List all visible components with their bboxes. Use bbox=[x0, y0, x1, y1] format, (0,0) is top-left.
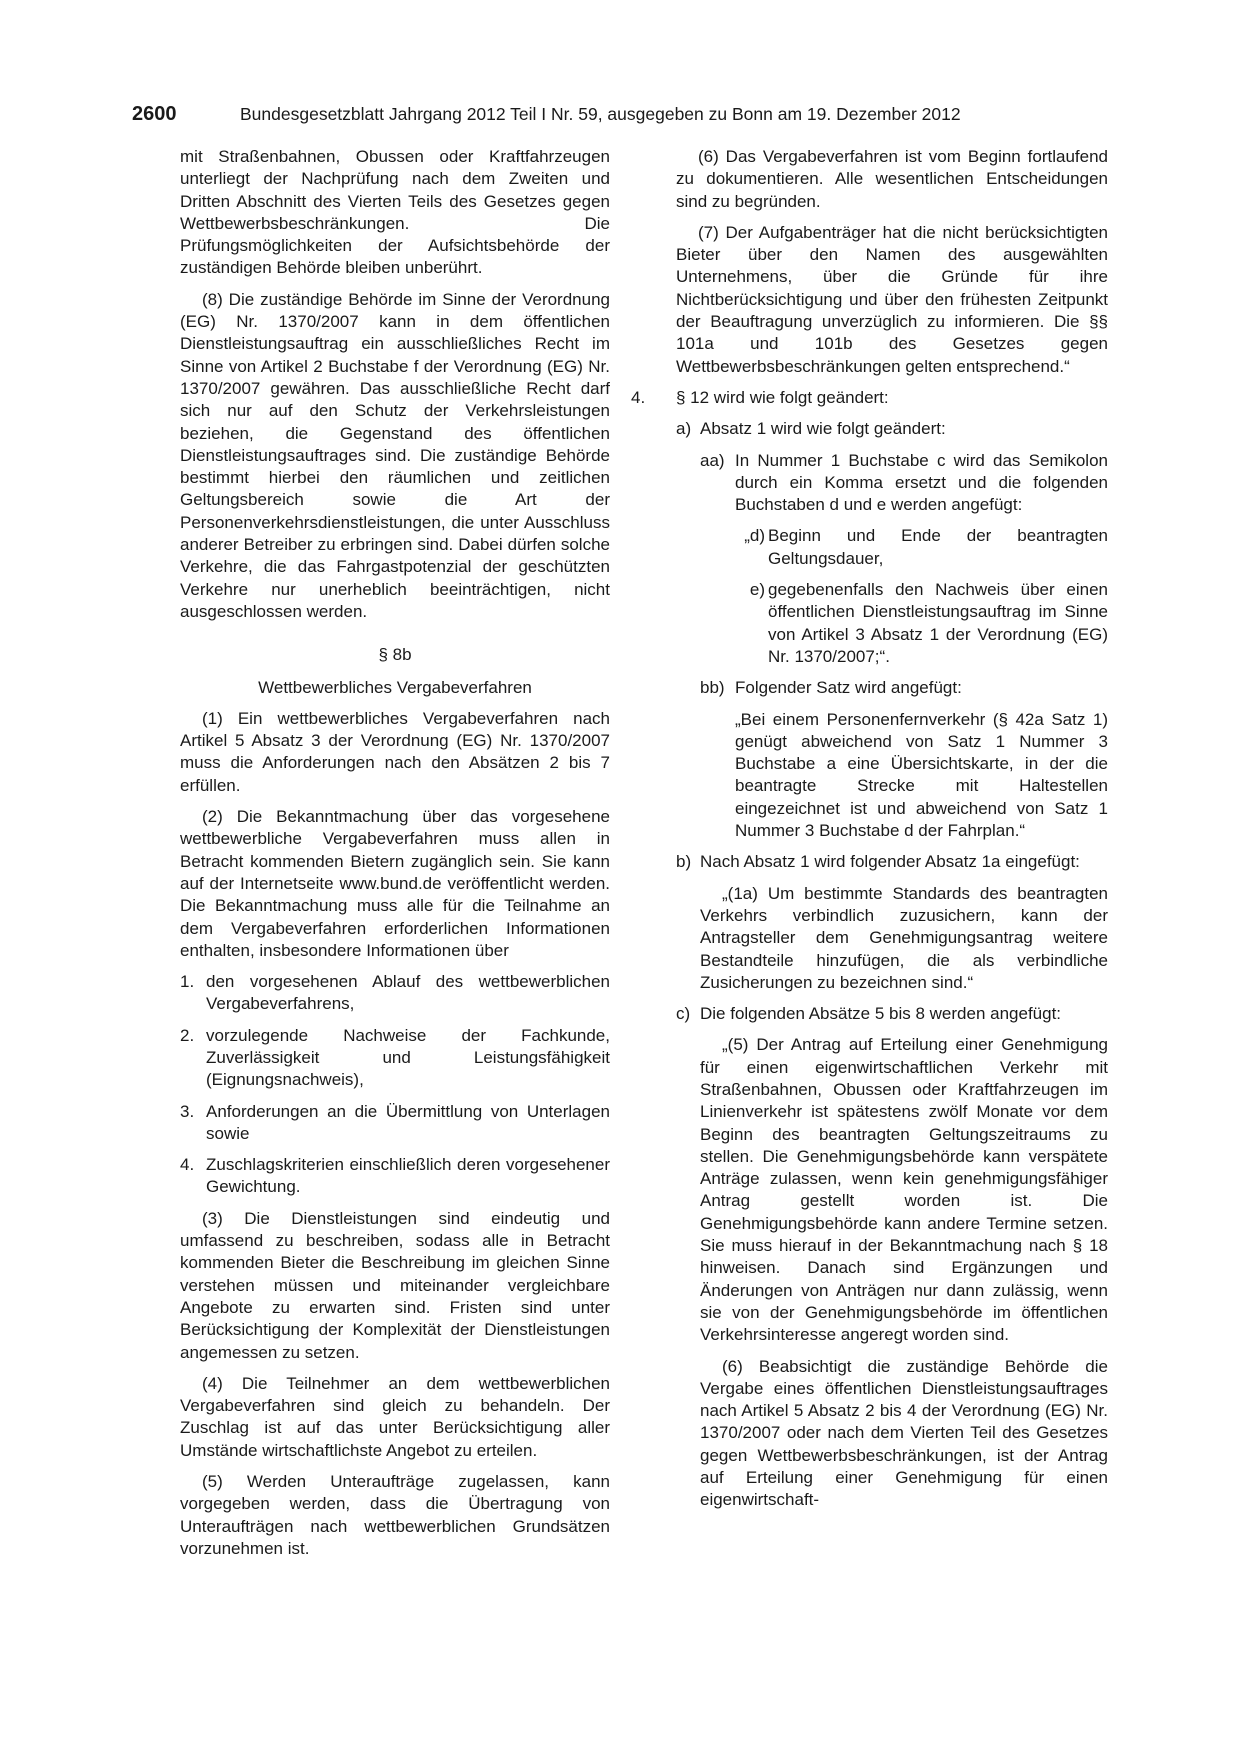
paragraph-s3: (3) Die Dienstleistungen sind eindeutig und umfassend zu beschreiben, sodass alle in Betracht kommenden Bieter die Beschreibung im gleichen Sinne verstehen müssen und miteinander vergleichbare Angebote zu erwarten sind. Fristen sind unter Berücksichtigung der Komplexität der Dienstleistungen angemessen zu setzen. bbox=[180, 1208, 610, 1362]
amendment-item-c bbox=[676, 1003, 1108, 1025]
item-text: § 12 wird wie folgt geändert: bbox=[676, 387, 889, 407]
inserted-sentence: „Bei einem Personenfernverkehr (§ 42a Satz 1) genügt abweichend von Satz 1 Nummer 3 Buchstabe a eine Übersichtskarte, in der die beantragte Strecke mit Haltestellen eingezeichnet ist und abweichend von Satz 1 Nummer 3 Buchstabe d der Fahrplan.“ bbox=[735, 709, 1108, 841]
list-item-text: den vorgesehenen Ablauf des wettbewerblichen Vergabeverfahrens, bbox=[206, 972, 610, 1014]
amendment-item-a bbox=[676, 418, 1108, 440]
item-text: Die folgenden Absätze 5 bis 8 werden angefügt: bbox=[700, 1004, 1062, 1024]
item-letter: a) bbox=[676, 419, 692, 439]
quoted-item-e bbox=[735, 579, 1108, 668]
right-column bbox=[631, 146, 1108, 1521]
paragraph-8: (8) Die zuständige Behörde im Sinne der Verordnung (EG) Nr. 1370/2007 kann in dem öffentlichen Dienstleistungsauftrag ein ausschließliches Recht im Sinne von Artikel 2 Buchstabe f der Verordnung (EG) Nr. 1370/2007 gewähren. Das ausschließliche Recht darf sich nur auf den Schutz der Verkehrsleistungen beziehen, die Gegenstand des öffentlichen Dienstleistungsauftrages sind. Die zuständige Behörde bestimmt hierbei den räumlichen und zeitlichen Geltungsbereich sowie die Art der Personenverkehrsdienstleistungen, die unter Ausschluss anderer Betreiber zu erbringen sind. Dabei dürfen solche Verkehre, die das Fahrgastpotenzial der geschützten Verkehre nur unerheblich beeinträchtigen, nicht ausgeschlossen werden. bbox=[180, 289, 610, 621]
inserted-paragraph-5: „(5) Der Antrag auf Erteilung einer Genehmigung für einen eigenwirtschaftlichen Verkehr mit Straßenbahnen, Obussen oder Kraftfahrzeugen im Linienverkehr ist spätestens zwölf Monate vor dem Beginn des beantragten Geltungszeitraums zu stellen. Die Genehmigungsbehörde kann verspätete Anträge zulassen, wenn kein genehmigungsfähiger Antrag gestellt worden ist. Die Genehmigungsbehörde kann andere Termine setzen. Sie muss hierauf in der Bekanntmachung nach § 18 hinweisen. Danach sind Ergänzungen und Änderungen von Anträgen nur dann zulässig, wenn sie von der Genehmigungsbehörde im öffentlichen Verkehrsinteresse angeregt worden sind. bbox=[700, 1035, 1108, 1345]
running-title: Bundesgesetzblatt Jahrgang 2012 Teil I Nr. 59, ausgegeben zu Bonn am 19. Dezember 2012 bbox=[240, 104, 961, 124]
list-item-number: 2. bbox=[180, 1025, 195, 1045]
paragraph-s7: (7) Der Aufgabenträger hat die nicht berücksichtigten Bieter über den Namen des ausgewählten Unternehmens, über die Gründe für ihre Nichtberücksichtigung und über den frühesten Zeitpunkt der Beauftragung unverzüglich zu informieren. Die §§ 101a und 101b des Gesetzes gegen Wettbewerbsbeschränkungen gelten entsprechend.“ bbox=[676, 222, 1108, 376]
quoted-letter: e) bbox=[749, 580, 765, 600]
list-item bbox=[180, 1101, 610, 1146]
list-item-text: Anforderungen an die Übermittlung von Unterlagen sowie bbox=[206, 1101, 610, 1143]
amendment-item-b bbox=[676, 851, 1108, 873]
amendment-item-4 bbox=[631, 387, 1108, 409]
amendment-item-aa bbox=[700, 450, 1108, 517]
item-text: Absatz 1 wird wie folgt geändert: bbox=[700, 419, 946, 439]
amendment-item-bb bbox=[700, 677, 1108, 699]
quoted-item-d bbox=[735, 525, 1108, 570]
inserted-paragraph-6: (6) Beabsichtigt die zuständige Behörde die Vergabe eines öffentlichen Dienstleistungsauftrages nach Artikel 5 Absatz 2 bis 4 der Verordnung (EG) Nr. 1370/2007 oder nach dem Vierten Teil des Gesetzes gegen Wettbewerbsbeschränkungen, ist der Antrag auf Erteilung einer Genehmigung für einen eigenwirtschaft- bbox=[700, 1356, 1108, 1510]
section-number: § 8b bbox=[378, 645, 412, 665]
list-item-number: 1. bbox=[180, 972, 195, 992]
item-text: In Nummer 1 Buchstabe c wird das Semikolon durch ein Komma ersetzt und die folgenden Buchstaben d und e werden angefügt: bbox=[735, 450, 1108, 515]
left-column bbox=[180, 146, 610, 1569]
page-number: 2600 bbox=[132, 103, 177, 125]
paragraph-s5: (5) Werden Unteraufträge zugelassen, kann vorgegeben werden, dass die Übertragung von Unteraufträgen nach wettbewerblichen Grundsätzen vorzunehmen ist. bbox=[180, 1472, 610, 1558]
section-title: Wettbewerbliches Vergabeverfahren bbox=[258, 677, 532, 697]
item-letter: b) bbox=[676, 852, 692, 872]
item-number: 4. bbox=[631, 387, 646, 407]
item-letter: bb) bbox=[700, 678, 725, 698]
paragraph-s2: (2) Die Bekanntmachung über das vorgesehene wettbewerbliche Vergabeverfahren muss allen in Betracht kommenden Bietern zugänglich sein. Sie kann auf der Internetseite www.bund.de veröffentlicht werden. Die Bekanntmachung muss alle für die Teilnahme an dem Vergabeverfahren erforderlichen Informationen enthalten, insbesondere Informationen über bbox=[180, 807, 610, 960]
list-item-number: 4. bbox=[180, 1155, 195, 1175]
page-header bbox=[132, 102, 1112, 132]
list-item bbox=[180, 971, 610, 1016]
paragraph-s1: (1) Ein wettbewerbliches Vergabeverfahren nach Artikel 5 Absatz 3 der Verordnung (EG) Nr. 1370/2007 muss die Anforderungen nach den Absätzen 2 bis 7 erfüllen. bbox=[180, 708, 610, 795]
list-item bbox=[180, 1154, 610, 1199]
paragraph-s6: (6) Das Vergabeverfahren ist vom Beginn fortlaufend zu dokumentieren. Alle wesentlichen Entscheidungen sind zu begründen. bbox=[676, 147, 1108, 211]
quoted-letter: „d) bbox=[744, 526, 765, 546]
list-item-text: Zuschlagskriterien einschließlich deren vorgesehener Gewichtung. bbox=[206, 1155, 610, 1197]
paragraph-s4: (4) Die Teilnehmer an dem wettbewerblichen Vergabeverfahren sind gleich zu behandeln. Der Zuschlag ist auf das unter Berücksichtigung aller Umstände wirtschaftlichste Angebot zu erteilen. bbox=[180, 1373, 610, 1460]
item-text: Nach Absatz 1 wird folgender Absatz 1a eingefügt: bbox=[700, 852, 1080, 872]
item-letter: c) bbox=[676, 1004, 691, 1024]
list-item bbox=[180, 1025, 610, 1092]
list-item-number: 3. bbox=[180, 1101, 195, 1121]
inserted-text-block bbox=[735, 525, 1108, 668]
item-text: Folgender Satz wird angefügt: bbox=[735, 678, 962, 698]
item-letter: aa) bbox=[700, 450, 725, 470]
quoted-text: gegebenenfalls den Nachweis über einen öffentlichen Dienstleistungsauftrag im Sinne von Artikel 3 Absatz 1 der Verordnung (EG) Nr. 1370/2007;“. bbox=[768, 580, 1108, 666]
list-item-text: vorzulegende Nachweise der Fachkunde, Zuverlässigkeit und Leistungsfähigkeit (Eignungsnachweis), bbox=[206, 1025, 610, 1090]
inserted-paragraph-1a: „(1a) Um bestimmte Standards des beantragten Verkehrs verbindlich zuzusichern, kann der Antragsteller dem Genehmigungsantrag weitere Bestandteile hinzufügen, die als verbindliche Zusicherungen zu bezeichnen sind.“ bbox=[700, 883, 1108, 992]
quoted-text: Beginn und Ende der beantragten Geltungsdauer, bbox=[768, 526, 1108, 568]
requirements-list bbox=[180, 971, 610, 1199]
paragraph-continued: mit Straßenbahnen, Obussen oder Kraftfahrzeugen unterliegt der Nachprüfung nach dem Zweiten und Dritten Abschnitt des Vierten Teils des Gesetzes gegen Wettbewerbsbeschränkungen. Die Prüfungsmöglichkeiten der Aufsichtsbehörde der zuständigen Behörde bleiben unberührt. bbox=[180, 147, 610, 278]
